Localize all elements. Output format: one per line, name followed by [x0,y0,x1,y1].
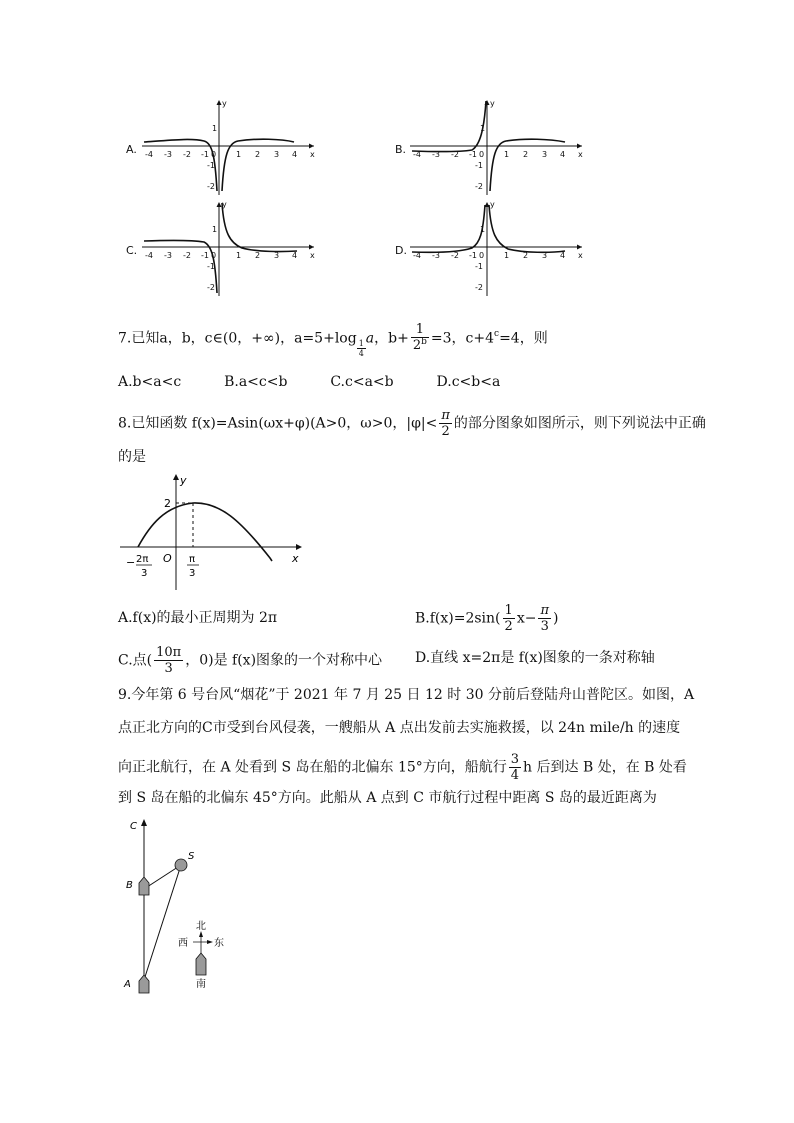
x-ticks [145,150,297,159]
q9-line3: 向正北航行，在 A 处看到 S 岛在船的北偏东 15°方向，船航行 $\frac{3}{4}$ h 后到达 B 处，在 B 处看 [118,752,687,783]
compass-west: 西 [178,938,188,949]
graph-c [142,200,315,296]
graph-a [142,99,315,195]
svg-text:3: 3 [274,251,280,260]
svg-text:2: 2 [255,251,261,260]
svg-text:-2: -2 [207,182,215,191]
ship-a-icon [139,975,149,993]
origin-label: O [163,552,172,565]
y-axis-label: y [222,99,227,108]
x-axis-label: x [310,150,315,159]
q6-option-graphs [120,95,600,305]
svg-text:π: π [189,554,196,565]
svg-text:-2: -2 [183,251,191,260]
svg-text:-1: -1 [469,251,477,260]
svg-text:1: 1 [504,150,510,159]
curve-right [490,139,565,191]
svg-text:-3: -3 [164,150,172,159]
svg-text:x: x [578,251,583,260]
q8-option-c[interactable]: C.点( $\frac{10\pi}{3}$ ，0)是 f(x)图象的一个对称中心 [118,645,383,676]
svg-text:1: 1 [480,124,486,133]
q7-options [118,372,500,392]
svg-text:0: 0 [211,150,217,159]
neg-tick-label [126,554,152,579]
option-c-label: C. [126,244,138,257]
svg-text:x: x [578,150,583,159]
ship-b-icon [139,877,149,895]
svg-text:2π: 2π [136,554,149,565]
svg-text:-4: -4 [413,150,421,159]
svg-text:2: 2 [523,150,529,159]
svg-text:-1: -1 [201,251,209,260]
option-d-label: D. [395,244,407,257]
svg-text:-1: -1 [207,262,215,271]
svg-text:-1: -1 [475,262,483,271]
svg-text:3: 3 [274,150,280,159]
svg-text:y: y [490,200,495,209]
svg-text:-4: -4 [145,150,153,159]
svg-text:1: 1 [236,150,242,159]
q8-stem-line1: 8.已知函数 f(x)=Asin(ωx+φ)(A>0，ω>0，|φ|< $\frac{\pi}{2}$ 的部分图象如图所示，则下列说法中正确 [118,408,706,439]
curve-right [222,203,297,252]
legend-ship-icon [196,953,206,975]
svg-text:-2: -2 [475,182,483,191]
svg-text:1: 1 [504,251,510,260]
q8-option-a[interactable]: A.f(x)的最小正周期为 2π [118,610,278,626]
q7-option-c[interactable]: C.c<a<b [330,374,394,390]
svg-text:-1: -1 [201,150,209,159]
svg-text:1: 1 [212,124,218,133]
graph-d [410,200,583,296]
graph-b [410,99,583,195]
svg-text:0: 0 [479,251,485,260]
q7-option-a[interactable]: A.b<a<c [118,374,182,390]
label-a: A [124,979,131,990]
svg-text:2: 2 [255,150,261,159]
curve-right [222,139,294,191]
label-c: C [130,821,137,832]
label-b: B [126,880,133,891]
svg-text:4: 4 [292,251,298,260]
svg-text:x: x [310,251,315,260]
q8-stem-line2: 的是 [118,449,146,465]
svg-text:-1: -1 [469,150,477,159]
svg-text:y: y [222,200,227,209]
svg-text:-3: -3 [164,251,172,260]
compass-north: 北 [196,921,206,932]
svg-text:3: 3 [542,251,548,260]
y-axis-label: y [180,474,187,487]
svg-text:-2: -2 [451,251,459,260]
sine-curve [138,503,272,561]
svg-text:-3: -3 [432,251,440,260]
svg-text:3: 3 [189,568,196,579]
svg-text:-1: -1 [207,161,215,170]
svg-text:3: 3 [141,568,148,579]
svg-text:-4: -4 [145,251,153,260]
svg-text:−: − [126,556,136,569]
svg-text:1: 1 [212,225,218,234]
svg-text:4: 4 [560,251,566,260]
svg-text:4: 4 [560,150,566,159]
svg-text:2: 2 [523,251,529,260]
q7-option-d[interactable]: D.c<b<a [436,374,501,390]
svg-text:0: 0 [211,251,217,260]
compass-east: 东 [214,938,224,949]
svg-text:-2: -2 [475,283,483,292]
svg-text:-2: -2 [183,150,191,159]
q9-line2: 点正北方向的C市受到台风侵袭，一艘船从 A 点出发前去实施救援，以 24n mile/h 的速度 [118,720,681,736]
svg-text:1: 1 [480,225,486,234]
q9-line1: 9.今年第 6 号台风“烟花”于 2021 年 7 月 25 日 12 时 30 分前后登陆舟山普陀区。如图，A [118,687,695,703]
compass-south: 南 [196,979,206,990]
compass-rose [178,920,224,990]
label-s: S [188,851,195,862]
q9-navigation-diagram [118,815,248,995]
q7-stem: 7.已知a，b，c∈(0，+∞)，a=5+log $\frac{1}{4}$ a，b+ $\frac{1}{2^b}$ =3，$c+4^c=4$，则 [118,322,548,358]
q9-line4: 到 S 岛在船的北偏东 45°方向。此船从 A 点到 C 市航行过程中距离 S 岛的最近距离为 [118,790,657,806]
q8-option-d[interactable]: D.直线 x=2π是 f(x)图象的一条对称轴 [415,650,655,666]
island-s-marker [175,859,187,871]
q7-option-b[interactable]: B.a<c<b [224,374,288,390]
svg-text:-3: -3 [432,150,440,159]
svg-text:1: 1 [236,251,242,260]
curve-right [489,205,565,252]
svg-text:0: 0 [479,150,485,159]
option-b-label: B. [395,143,407,156]
svg-text:-2: -2 [207,283,215,292]
option-a-label: A. [126,143,137,156]
x-axis-label: x [292,552,299,565]
svg-text:3: 3 [542,150,548,159]
q8-sine-graph [120,470,310,595]
curve-left [412,101,486,152]
curve-left [412,205,485,252]
svg-text:4: 4 [292,150,298,159]
q8-option-b[interactable]: B.f(x)=2sin( $\frac{1}{2}$ x− $\frac{\pi}{3}$ ) [415,603,559,634]
pos-tick-label [187,554,199,579]
y-max-label: 2 [164,497,171,510]
svg-text:-1: -1 [475,161,483,170]
svg-text:-2: -2 [451,150,459,159]
svg-text:y: y [490,99,495,108]
svg-text:-4: -4 [413,251,421,260]
